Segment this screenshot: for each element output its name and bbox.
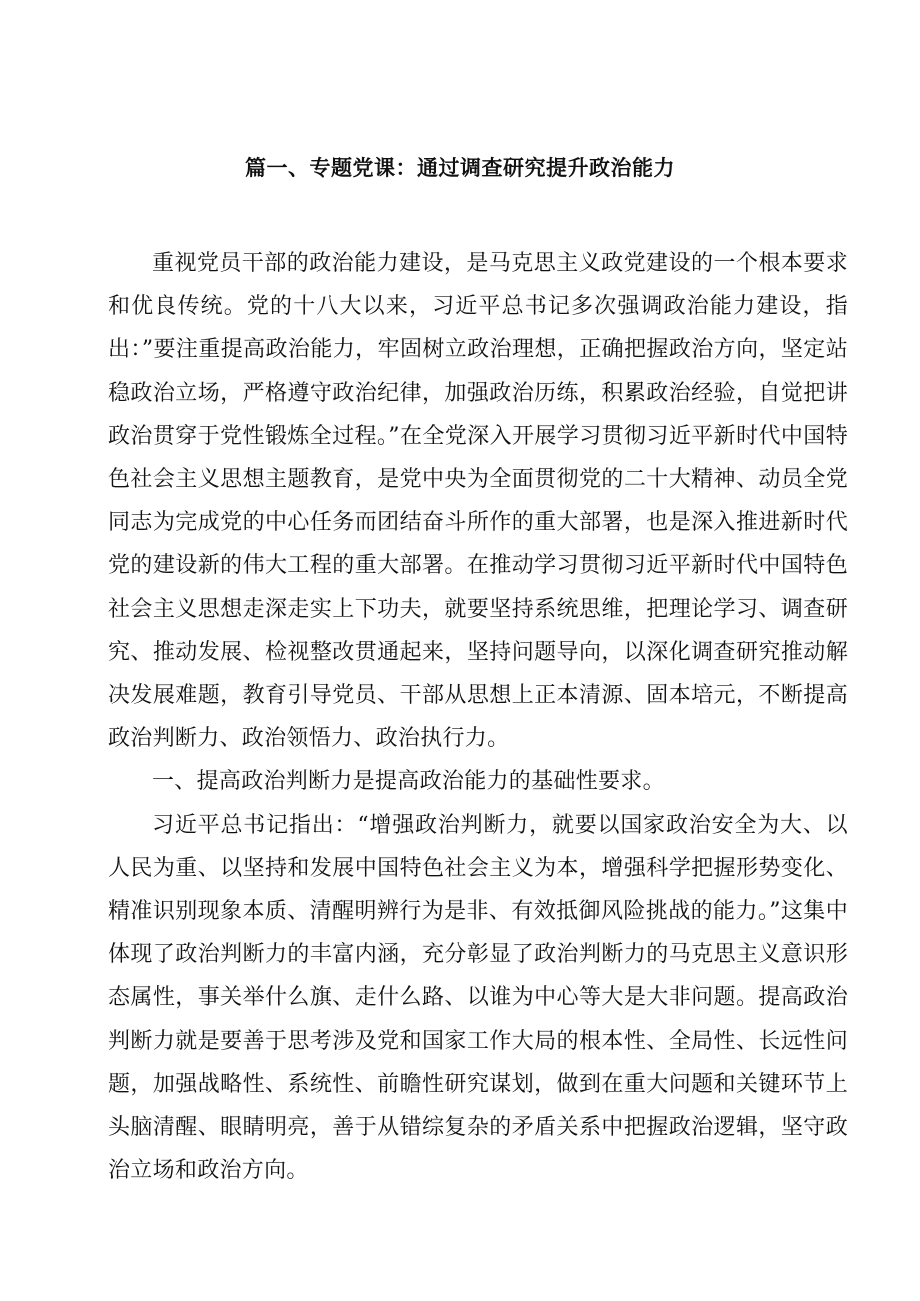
section-heading-1: 一、提高政治判断力是提高政治能力的基础性要求。 bbox=[152, 769, 665, 795]
paragraph-intro: 重视党员干部的政治能力建设，是马克思主义政党建设的一个根本要求和优良传统。党的十八大以来，习近平总书记多次强调政治能力建设，指出：”要注重提高政治能力，牢固树立政治理想，正确把握政治方向，坚定站稳政治立场，严格遵守政治纪律，加强政治历练，积累政治经验，自觉把讲政治贯穿于党性锻炼全过程。”在全党深入开展学习贯彻习近平新时代中国特色社会主义思想主题教育，是党中央为全面贯彻党的二十大精神、动员全党同志为完成党的中心任务而团结奋斗所作的重大部署，也是深入推进新时代党的建设新的伟大工程的重大部署。在推动学习贯彻习近平新时代中国特色社会主义思想走深走实上下功夫，就要坚持系统思维，把理论学习、调查研究、推动发展、检视整改贯通起来，坚持问题导向，以深化调查研究推动解决发展难题，教育引导党员、干部从思想上正本清源、固本培元，不断提高政治判断力、政治领悟力、政治执行力。 bbox=[108, 251, 848, 752]
paragraph-section-1: 习近平总书记指出：“增强政治判断力，就要以国家政治安全为大、以人民为重、以坚持和发展中国特色社会主义为本，增强科学把握形势变化、精准识别现象本质、清醒明辨行为是非、有效抵御风险挑战的能力。”这集中体现了政治判断力的丰富内涵，充分彰显了政治判断力的马克思主义意识形态属性，事关举什么旗、走什么路、以谁为中心等大是大非问题。提高政治判断力就是要善于思考涉及党和国家工作大局的根本性、全局性、长远性问题，加强战略性、系统性、前瞻性研究谋划，做到在重大问题和关键环节上头脑清醒、眼睛明亮，善于从错综复杂的矛盾关系中把握政治逻辑，坚守政治立场和政治方向。 bbox=[108, 812, 848, 1184]
document-body bbox=[108, 242, 848, 1192]
document-title: 篇一、专题党课：通过调查研究提升政治能力 bbox=[245, 156, 675, 180]
